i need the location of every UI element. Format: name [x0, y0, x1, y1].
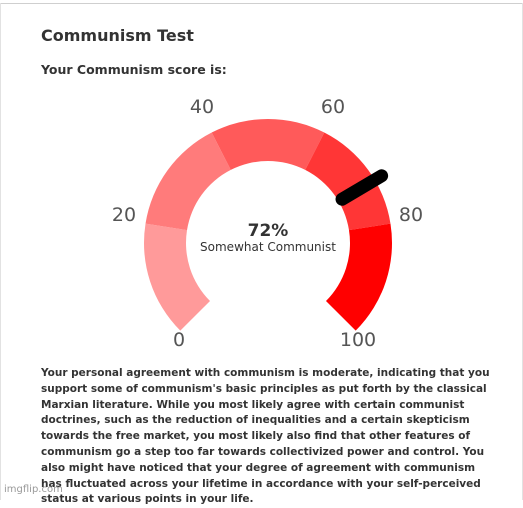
tick-label-0: 0 [172, 329, 186, 351]
imgflip-watermark: imgflip.com [4, 484, 63, 495]
tick-label-100: 100 [339, 329, 377, 351]
tick-label-20: 20 [111, 204, 137, 226]
score-rating-label: Somewhat Communist [200, 240, 336, 254]
gauge-segment-40-60 [212, 119, 325, 170]
score-description: Your personal agreement with communism is moderate, indicating that you support some of communism's basic principles as put forth by the classical Marxian literature. While you most likely agree with certain communist doctrines, such as the reduction of inequalities and a certain skepticism towards the free market, you most likely also find that other features of communism go a step too far towards collectivized power and control. You also might have noticed that your degree of agreement with communism has fluctuated across your lifetime in accordance with your self-perceived status at various points in your life. [41, 367, 490, 506]
tick-label-60: 60 [320, 96, 346, 118]
tick-label-80: 80 [398, 204, 424, 226]
score-percent: 72% [247, 221, 289, 241]
tick-label-40: 40 [189, 96, 215, 118]
score-heading: Your Communism score is: [41, 62, 227, 77]
gauge-segment-20-40 [146, 133, 231, 231]
page-title: Communism Test [41, 26, 194, 45]
